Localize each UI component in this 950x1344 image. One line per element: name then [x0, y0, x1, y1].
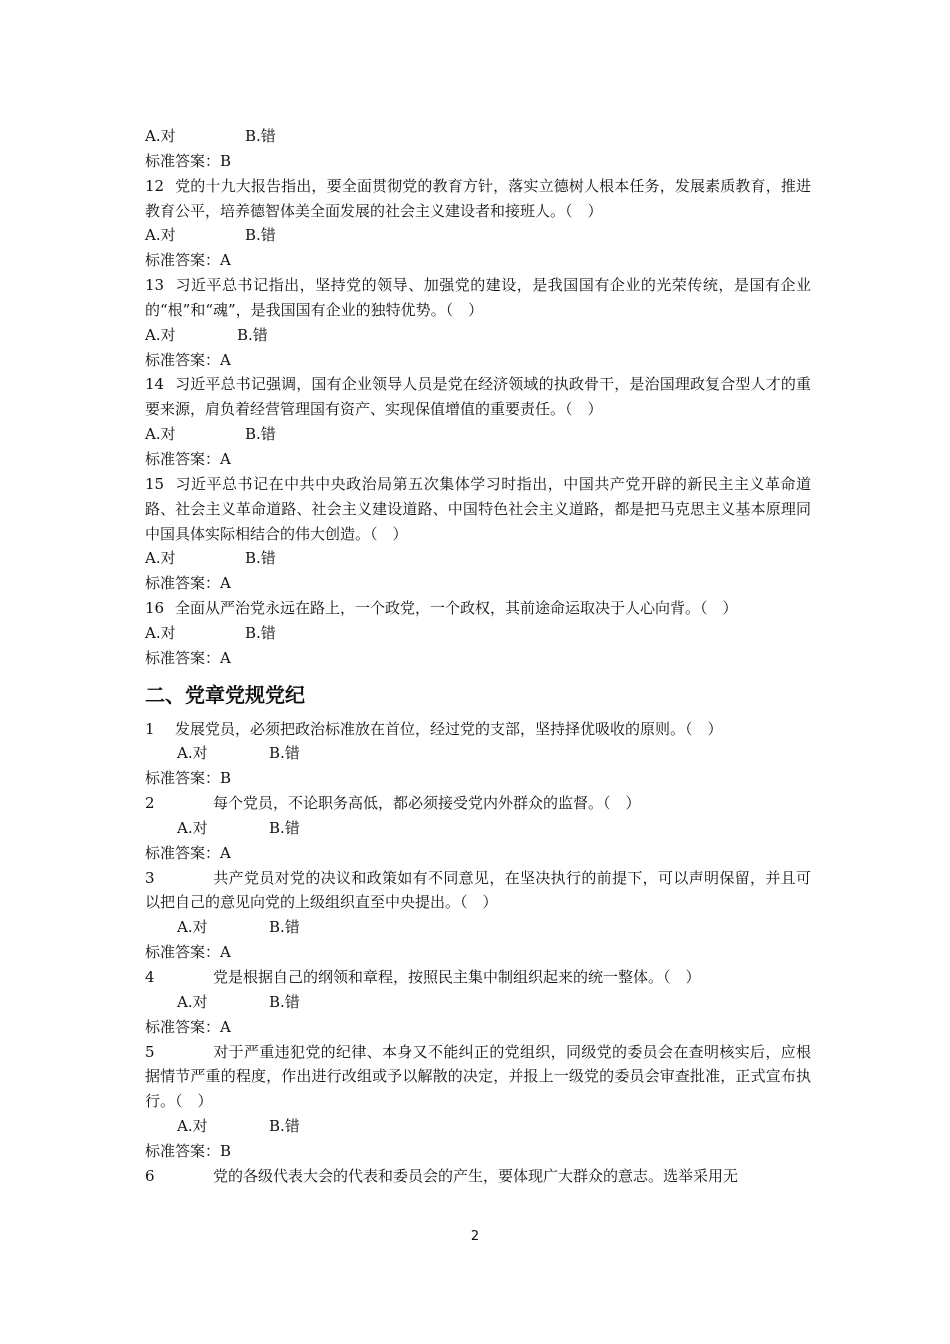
standard-answer: 标准答案：A: [145, 449, 231, 468]
option-a: A.对: [177, 744, 208, 763]
question-number: 16: [145, 599, 165, 618]
question-text: 习近平总书记在中共中央政治局第五次集体学习时指出，中国共产党开辟的新民主主义革命道路、社会主义革命道路、社会主义建设道路、中国特色社会主义道路，都是把马克思主义基本原理同中国具体实际相结合的伟大创造。（ ）: [145, 474, 811, 543]
option-b: B.错: [245, 425, 276, 444]
option-a: A.对: [145, 549, 176, 568]
question-text: 党是根据自己的纲领和章程，按照民主集中制组织起来的统一整体。（ ）: [213, 968, 701, 986]
options-row: [145, 741, 811, 766]
option-b: B.错: [245, 549, 276, 568]
option-b: B.错: [269, 1117, 300, 1136]
option-b: B.错: [237, 325, 268, 344]
question-text: 共产党员对党的决议和政策如有不同意见，在坚决执行的前提下，可以声明保留，并且可以把自己的意见向党的上级组织直至中央提出。（ ）: [145, 868, 811, 912]
standard-answer: 标准答案：B: [145, 769, 232, 788]
question-text: 全面从严治党永远在路上，一个政党，一个政权，其前途命运取决于人心向背。（ ）: [175, 599, 738, 618]
option-b: B.错: [245, 623, 276, 642]
option-a: A.对: [177, 992, 208, 1011]
standard-answer: 标准答案：A: [145, 574, 231, 593]
standard-answer: 标准答案：A: [145, 648, 231, 667]
question-number: 6: [145, 1166, 155, 1185]
question-number: 13: [145, 276, 165, 295]
standard-answer: 标准答案：A: [145, 1017, 231, 1036]
page-number: 2: [470, 1229, 480, 1244]
question-text: 每个党员，不论职务高低，都必须接受党内外群众的监督。（ ）: [213, 794, 641, 813]
question-number: 12: [145, 176, 165, 195]
question-text: 党的十九大报告指出，要全面贯彻党的教育方针，落实立德树人根本任务，发展素质教育，推进教育公平，培养德智体美全面发展的社会主义建设者和接班人。（ ）: [145, 176, 811, 220]
question-number: 14: [145, 375, 165, 394]
option-a: A.对: [145, 623, 176, 642]
option-b: B.错: [269, 992, 300, 1011]
options-row: [145, 422, 811, 447]
document-content: [145, 124, 811, 1189]
question-number: 4: [145, 968, 155, 986]
question-number: 15: [145, 474, 165, 493]
question-15: [145, 472, 811, 547]
option-a: A.对: [145, 226, 176, 245]
option-a: A.对: [177, 818, 208, 837]
question-number: 3: [145, 868, 155, 887]
question-number: 1: [145, 719, 155, 738]
question-number: 2: [145, 794, 155, 813]
question-2-5: [145, 1040, 811, 1115]
question-16: [145, 596, 811, 621]
standard-answer: 标准答案：A: [145, 943, 231, 962]
standard-answer: 标准答案：A: [145, 251, 231, 270]
option-a: A.对: [145, 425, 176, 444]
option-b: B.错: [269, 744, 300, 763]
options-row: [145, 323, 811, 348]
options-row: [145, 223, 811, 248]
question-2-3: [145, 866, 811, 916]
question-12: [145, 174, 811, 224]
standard-answer: 标准答案：A: [145, 350, 231, 369]
option-b: B.错: [245, 127, 276, 145]
option-a: A.对: [177, 918, 208, 937]
standard-answer: 标准答案：B: [145, 1141, 232, 1160]
question-text: 发展党员，必须把政治标准放在首位，经过党的支部，坚持择优吸收的原则。（ ）: [175, 719, 723, 738]
options-row: [145, 816, 811, 841]
question-number: 5: [145, 1042, 155, 1061]
section-heading: 二、党章党规党纪: [145, 682, 305, 707]
question-text: 习近平总书记指出，坚持党的领导、加强党的建设，是我国国有企业的光荣传统，是国有企业的“根”和“魂”，是我国国有企业的独特优势。（ ）: [145, 276, 811, 319]
options-row: [145, 621, 811, 646]
standard-answer: 标准答案：A: [145, 843, 231, 862]
option-a: A.对: [177, 1117, 208, 1136]
question-14: [145, 372, 811, 422]
options-row: [145, 990, 811, 1015]
option-a: A.对: [145, 325, 176, 344]
option-b: B.错: [245, 226, 276, 245]
question-2-2: [145, 791, 811, 816]
options-row: [145, 915, 811, 940]
option-b: B.错: [269, 918, 300, 937]
question-text: 习近平总书记强调，国有企业领导人员是党在经济领域的执政骨干，是治国理政复合型人才的重要来源，肩负着经营管理国有资产、实现保值增值的重要责任。（ ）: [145, 375, 811, 419]
question-text: 对于严重违犯党的纪律、本身又不能纠正的党组织，同级党的委员会在查明核实后，应根据情节严重的程度，作出进行改组或予以解散的决定，并报上一级党的委员会审查批准，正式宣布执行。（ ）: [145, 1042, 811, 1111]
question-2-6: [145, 1164, 811, 1189]
question-13: [145, 273, 811, 323]
question-2-4: [145, 965, 811, 990]
question-2-1: [145, 717, 811, 742]
option-a: A.对: [145, 127, 176, 145]
standard-answer: 标准答案：B: [145, 151, 232, 170]
options-row: [145, 1114, 811, 1139]
question-text: 党的各级代表大会的代表和委员会的产生，要体现广大群众的意志。选举采用无: [213, 1166, 739, 1185]
options-row: [145, 124, 811, 149]
option-b: B.错: [269, 818, 300, 837]
options-row: [145, 546, 811, 571]
